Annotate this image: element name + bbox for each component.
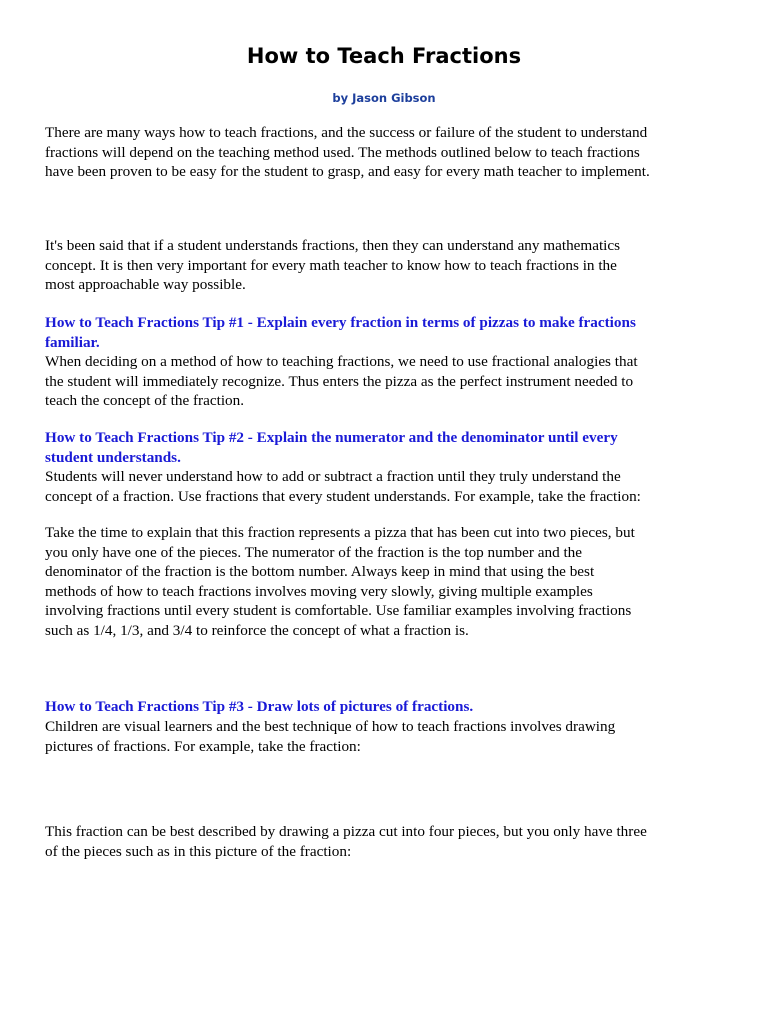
text-line: This fraction can be best described by drawing a pizza cut into four pieces, but you only have three <box>45 823 647 840</box>
tip1-body <box>45 352 735 411</box>
tip-heading-line: student understands. <box>45 448 181 466</box>
text-line: It's been said that if a student understands fractions, then they can understand any mathematics <box>45 237 621 254</box>
text-line: Children are visual learners and the best technique of how to teach fractions involves drawing <box>45 718 616 735</box>
tip3-body <box>45 717 735 756</box>
text-line: have been proven to be easy for the student to grasp, and easy for every math teacher to implement. <box>45 163 650 181</box>
text-line: denominator of the fraction is the bottom number. Always keep in mind that using the best <box>45 563 595 581</box>
author-byline: by Jason Gibson <box>332 91 436 105</box>
pizza-paragraph <box>45 822 735 861</box>
tip-heading-line: How to Teach Fractions Tip #1 - Explain every fraction in terms of pizzas to make fractions <box>45 314 636 331</box>
tip2-body <box>45 467 735 506</box>
tip-heading-line: How to Teach Fractions Tip #3 - Draw lots of pictures of fractions. <box>45 698 474 715</box>
text-line: most approachable way possible. <box>45 276 246 294</box>
importance-paragraph <box>45 236 735 295</box>
text-line: methods of how to teach fractions involves moving very slowly, giving multiple examples <box>45 582 593 600</box>
tip-heading-line: How to Teach Fractions Tip #2 - Explain the numerator and the denominator until every <box>45 429 618 446</box>
text-line: Take the time to explain that this fraction represents a pizza that has been cut into two pieces, but <box>45 524 635 541</box>
tip2-heading <box>45 428 735 467</box>
page-title: How to Teach Fractions <box>246 44 522 68</box>
text-line: Students will never understand how to add or subtract a fraction until they truly understand the <box>45 468 621 485</box>
tip-heading-line: familiar. <box>45 333 100 351</box>
numerator-paragraph <box>45 523 735 641</box>
tip1-heading <box>45 313 735 352</box>
text-line: pictures of fractions. For example, take the fraction: <box>45 737 361 755</box>
intro-paragraph <box>45 123 735 182</box>
text-line: of the pieces such as in this picture of the fraction: <box>45 842 352 860</box>
text-line: concept of a fraction. Use fractions that every student understands. For example, take the fraction: <box>45 487 641 505</box>
text-line: concept. It is then very important for every math teacher to know how to teach fractions in the <box>45 256 617 274</box>
text-line: teach the concept of the fraction. <box>45 392 245 410</box>
tip3-heading <box>45 697 735 717</box>
text-line: such as 1/4, 1/3, and 3/4 to reinforce the concept of what a fraction is. <box>45 621 469 639</box>
text-line: the student will immediately recognize. Thus enters the pizza as the perfect instrument needed to <box>45 372 634 390</box>
text-line: There are many ways how to teach fractions, and the success or failure of the student to understand <box>45 124 648 141</box>
text-line: When deciding on a method of how to teaching fractions, we need to use fractional analogies that <box>45 353 638 370</box>
text-line: you only have one of the pieces. The numerator of the fraction is the top number and the <box>45 543 583 561</box>
text-line: fractions will depend on the teaching method used. The methods outlined below to teach fractions <box>45 143 640 161</box>
text-line: involving fractions until every student is comfortable. Use familiar examples involving fractions <box>45 602 632 620</box>
